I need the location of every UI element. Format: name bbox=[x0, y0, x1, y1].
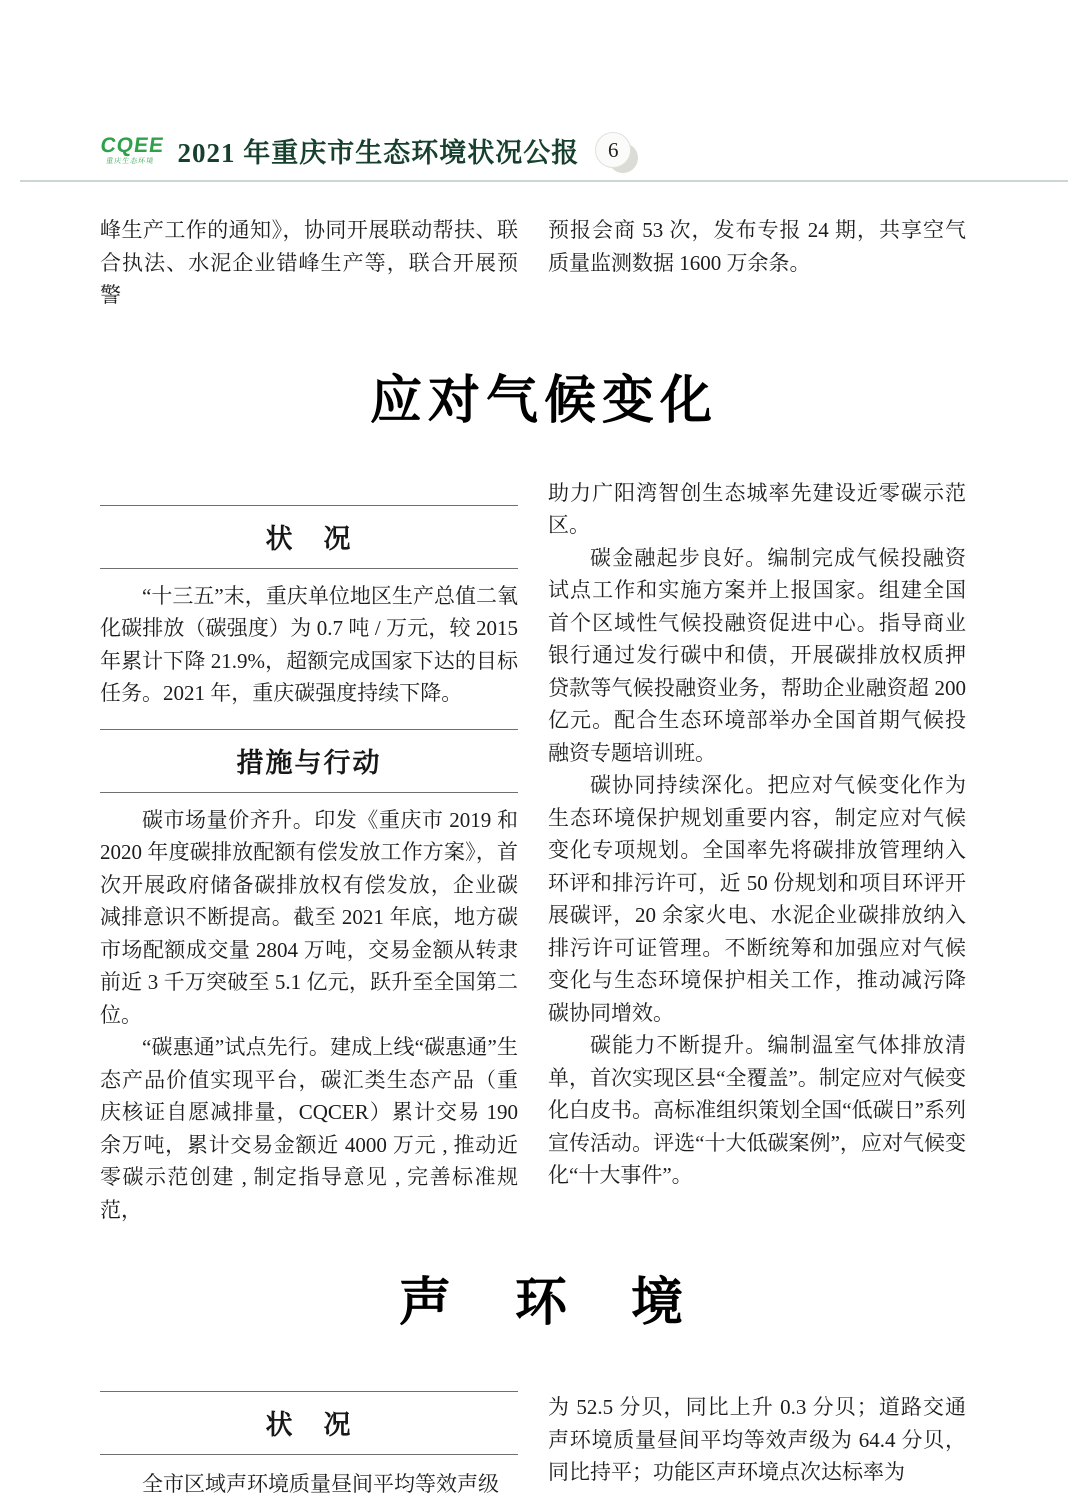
intro-right-text: 预报会商 53 次，发布专报 24 期，共享空气质量监测数据 1600 万余条。 bbox=[548, 218, 966, 275]
noise-status-heading: 状 况 bbox=[100, 1391, 518, 1455]
climate-status-paragraph: “十三五”末，重庆单位地区生产总值二氧化碳排放（碳强度）为 0.7 吨 / 万元，较 2015 年累计下降 21.9%，超额完成国家下达的目标任务。2021 年，重庆碳强度持续下降。 bbox=[100, 583, 518, 705]
intro-left-column bbox=[100, 214, 518, 312]
climate-status-heading: 状 况 bbox=[100, 505, 518, 569]
climate-right-column bbox=[548, 477, 966, 1227]
intro-left-text: 峰生产工作的通知》，协同开展联动帮扶、联合执法、水泥企业错峰生产等，联合开展预警 bbox=[100, 218, 518, 307]
climate-measures-heading: 措施与行动 bbox=[100, 729, 518, 793]
page-number-badge: 6 bbox=[595, 132, 631, 168]
climate-left-column bbox=[100, 477, 518, 1227]
noise-section bbox=[100, 1391, 988, 1501]
climate-section bbox=[100, 477, 988, 1227]
report-title: 2021 年重庆市生态环境状况公报 bbox=[177, 137, 580, 168]
climate-measures-paragraph-1: 碳市场量价齐升。印发《重庆市 2019 和 2020 年度碳排放配额有偿发放工作方案》，首次开展政府储备碳排放权有偿发放，企业碳减排意识不断提高。截至 2021 年底，地方碳市场配额成交量 2804 万吨，交易金额从转隶前近 3 千万突破至 5.1 亿元，跃升至全国第二位。 bbox=[100, 807, 518, 1027]
noise-left-column bbox=[100, 1391, 518, 1501]
page-header bbox=[100, 130, 988, 170]
intro-continuation bbox=[100, 214, 988, 312]
climate-right-paragraph-1: 助力广阳湾智创生态城率先建设近零碳示范区。 bbox=[548, 480, 966, 537]
cqee-logo-subtext: 重庆生态环境 bbox=[105, 158, 155, 165]
noise-right-column bbox=[548, 1391, 966, 1501]
cqee-logo bbox=[98, 135, 166, 165]
climate-right-paragraph-2: 碳金融起步良好。编制完成气候投融资试点工作和实施方案并上报国家。组建全国首个区域性气候投融资促进中心。指导商业银行通过发行碳中和债，开展碳排放权质押贷款等气候投融资业务，帮助企业融资超 200 亿元。配合生态环境部举办全国首期气候投融资专题培训班。 bbox=[548, 545, 966, 765]
noise-status-paragraph: 全市区域声环境质量昼间平均等效声级 bbox=[142, 1472, 499, 1496]
cqee-logo-text: CQEE bbox=[99, 134, 166, 157]
climate-section-title: 应对气候变化 bbox=[369, 371, 718, 430]
intro-right-column bbox=[548, 214, 966, 312]
climate-right-paragraph-3: 碳协同持续深化。把应对气候变化作为生态环境保护规划重要内容，制定应对气候变化专项规划。全国率先将碳排放管理纳入环评和排污许可，近 50 份规划和项目环评开展碳评，20 余家火电、水泥企业碳排放纳入排污许可证管理。不断统筹和加强应对气候变化与生态环境保护相关工作，推动减污降碳协同增效。 bbox=[548, 773, 966, 1025]
noise-section-title: 声 环 境 bbox=[398, 1274, 689, 1332]
header-divider bbox=[20, 180, 1068, 182]
noise-right-paragraph: 为 52.5 分贝，同比上升 0.3 分贝；道路交通声环境质量昼间平均等效声级为 64.4 分贝，同比持平；功能区声环境点次达标率为 bbox=[548, 1395, 966, 1484]
climate-right-paragraph-4: 碳能力不断提升。编制温室气体排放清单，首次实现区县“全覆盖”。制定应对气候变化白皮书。高标准组织策划全国“低碳日”系列宣传活动。评选“十大低碳案例”，应对气候变化“十大事件”。 bbox=[548, 1033, 966, 1187]
climate-measures-paragraph-2: “碳惠通”试点先行。建成上线“碳惠通”生态产品价值实现平台，碳汇类生态产品（重庆核证自愿减排量，CQCER）累计交易 190 余万吨，累计交易金额近 4000 万元 , 推动近零碳示范创建 , 制定指导意见 , 完善标准规范， bbox=[100, 1035, 518, 1222]
